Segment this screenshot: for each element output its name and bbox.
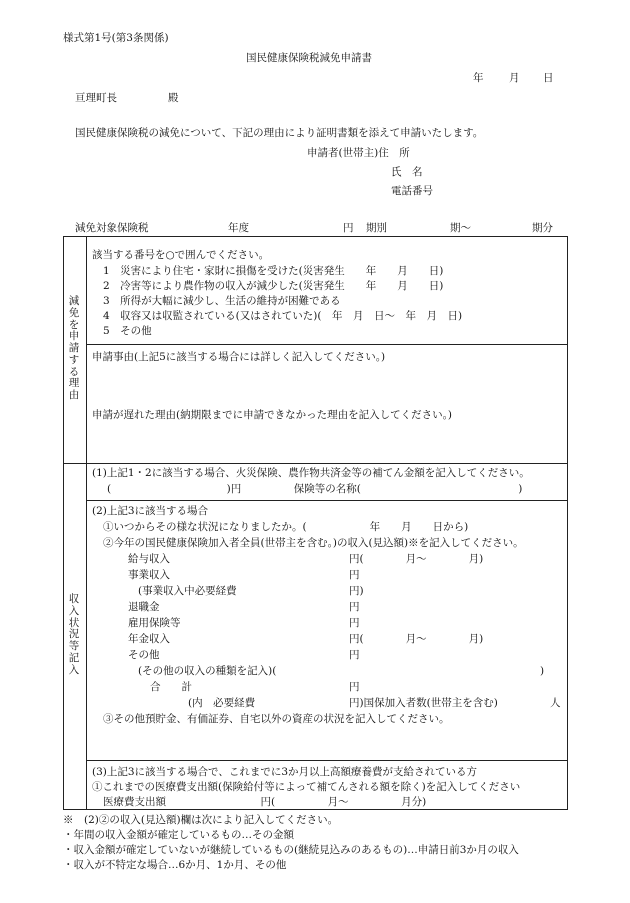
- total-label: 合 計: [150, 681, 192, 693]
- expense-label: (内 必要経費: [188, 697, 256, 709]
- applicant-name-label: 氏 名: [391, 166, 423, 178]
- part3-line: 医療費支出額 円( 月～ 月分): [103, 796, 427, 808]
- part2-q3: ③その他預貯金、有価証券、自宅以外の資産の状況を記入してください。: [103, 713, 450, 725]
- date-month-label: 月: [509, 72, 520, 84]
- income-row-unit: 円( 月～ 月): [349, 553, 484, 565]
- period-to-label: 期分: [532, 222, 553, 234]
- part2-divider: [86, 500, 568, 501]
- yen-label: 円: [343, 222, 354, 234]
- part2-heading: (2)上記3に該当する場合: [92, 505, 209, 517]
- income-row-label: 給与収入: [128, 553, 170, 565]
- reason-label: 申請事由(上記5に該当する場合には詳しく記入してください。): [92, 351, 386, 363]
- income-row-label: その他: [128, 649, 160, 661]
- income-row-unit: 円): [349, 585, 364, 597]
- notes-lead: ※ (2)②の収入(見込額)欄は次により記入してください。: [63, 814, 339, 826]
- form-title: 国民健康保険税減免申請書: [246, 52, 372, 64]
- option-5: 5 その他: [103, 325, 152, 337]
- income-row-unit: 円( 月～ 月): [349, 633, 484, 645]
- part2-q2: ②今年の国民健康保険加入者全員(世帯主を含む。)の収入(見込額)※を記入してください。: [103, 537, 524, 549]
- section-divider: [63, 463, 568, 464]
- date-day-label: 日: [543, 72, 554, 84]
- honorific: 殿: [168, 92, 179, 104]
- other-income-kind-close: ): [540, 665, 545, 677]
- part3-q1: ①これまでの医療費支出額(保険給付等によって補てんされる額を除く)を記入してください: [92, 781, 521, 793]
- reason-divider: [86, 344, 568, 345]
- option-3: 3 所得が大幅に減少し、生活の維持が困難である: [103, 295, 341, 307]
- addressee: 亘理町長: [75, 92, 117, 104]
- total-unit: 円: [349, 681, 360, 693]
- intro-text: 国民健康保険税の減免について、下記の理由により証明書類を添えて申請いたします。: [75, 127, 484, 139]
- option-1: 1 災害により住宅・家財に損傷を受けた(災害発生 年 月 日): [103, 265, 444, 277]
- side-column-divider: [86, 236, 87, 810]
- form-number: 様式第1号(第3条関係): [63, 32, 169, 44]
- fiscal-year-label: 年度: [228, 222, 249, 234]
- income-row-unit: 円: [349, 601, 360, 613]
- period-from-label: 期～: [450, 222, 471, 234]
- applicant-address-label: 申請者(世帯主)住 所: [307, 147, 410, 159]
- expense-unit: 円)国保加入者数(世帯主を含む): [349, 697, 498, 709]
- installment-label: 期別: [366, 222, 387, 234]
- section1-instruction: 該当する番号を○で囲んでください。: [92, 249, 270, 261]
- income-row-unit: 円: [349, 649, 360, 661]
- part2-q1: ①いつからその様な状況になりましたか。( 年 月 日から): [103, 521, 469, 533]
- part3-divider: [86, 760, 568, 761]
- section2-side-label: 収入状況等記入: [68, 593, 80, 676]
- option-2: 2 冷害等により農作物の収入が減少した(災害発生 年 月 日): [103, 280, 444, 292]
- income-row-label: 事業収入: [128, 569, 170, 581]
- income-row-unit: 円: [349, 617, 360, 629]
- income-row-label: 退職金: [128, 601, 160, 613]
- other-income-kind-label: (その他の収入の種類を記入)(: [138, 665, 277, 677]
- target-tax-label: 減免対象保険税: [75, 222, 149, 234]
- part3-heading: (3)上記3に該当する場合で、これまでに3か月以上高額療養費が支給されている方: [92, 766, 478, 778]
- late-reason-label: 申請が遅れた理由(納期限までに申請できなかった理由を記入してください。): [92, 409, 452, 421]
- date-year-label: 年: [473, 72, 484, 84]
- note-item: ・年間の収入金額が確定しているもの…その金額: [63, 829, 294, 841]
- note-item: ・収入が不特定な場合…6か月、1か月、その他: [63, 859, 287, 871]
- income-row-label: 雇用保険等: [128, 617, 181, 629]
- part1-line: ( )円 保険等の名称( ): [107, 483, 523, 495]
- option-4: 4 収容又は収監されている(又はされていた)( 年 月 日～ 年 月 日): [103, 310, 463, 322]
- part1-heading: (1)上記1・2に該当する場合、火災保険、農作物共済金等の補てん金額を記入してください。: [92, 467, 530, 479]
- note-item: ・収入金額が確定していないが継続しているもの(継続見込みのあるもの)…申請日前3か月の収入: [63, 844, 519, 856]
- person-unit: 人: [550, 697, 561, 709]
- applicant-phone-label: 電話番号: [391, 185, 433, 197]
- section1-side-label: 減免を申請する理由: [68, 295, 80, 401]
- income-row-unit: 円: [349, 569, 360, 581]
- income-row-label: 年金収入: [128, 633, 170, 645]
- income-row-label: (事業収入中必要経費: [138, 585, 237, 597]
